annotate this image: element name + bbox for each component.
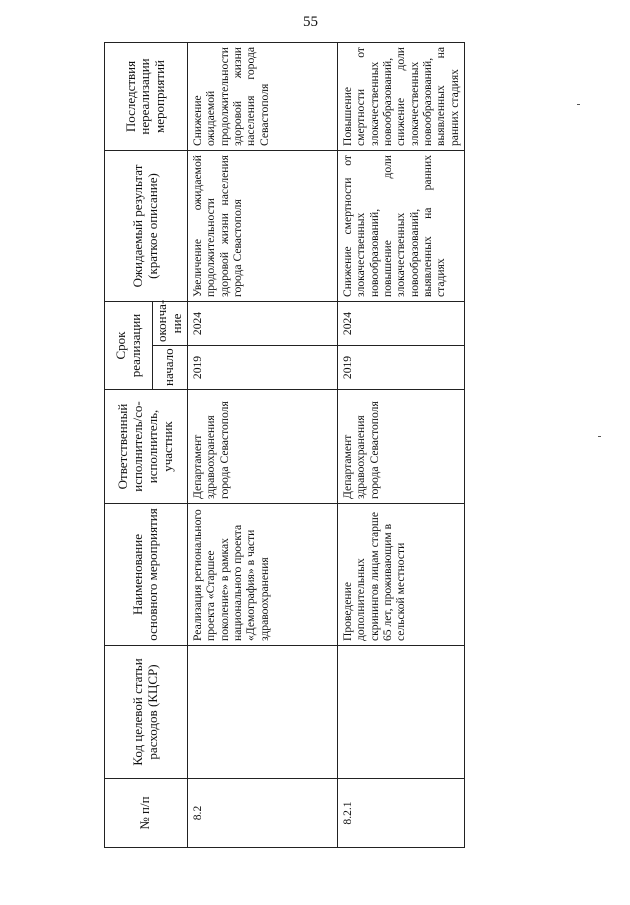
scan-mark <box>577 104 580 105</box>
activities-table <box>104 42 465 848</box>
cell-start: 2019 <box>187 346 337 390</box>
cell-name: Проведение дополнительных скринингов лицам старше 65 лет, проживающим в сельской местности <box>337 504 464 646</box>
cell-start: 2019 <box>337 346 464 390</box>
cell-code <box>337 646 464 779</box>
cell-responsible: Департамент здравоохранения города Севастополя <box>187 390 337 504</box>
cell-consequences: Повышение смертности от злокачественных новообразований, снижение доли злокачественных новообразований, выявленных на ранних стадиях <box>337 43 464 151</box>
header-responsible: Ответственный исполнитель/со-исполнитель, участник <box>105 390 188 504</box>
cell-result: Снижение смертности от злокачественных новообразований, повышение доли злокачественных новообразований, выявленных на ранних стадиях <box>337 151 464 302</box>
cell-responsible: Департамент здравоохранения города Севастополя <box>337 390 464 504</box>
cell-name: Реализация регионального проекта «Старшее поколение» в рамках национального проекта «Демография» в части здравоохранения <box>187 504 337 646</box>
scan-mark <box>598 436 601 437</box>
cell-result: Увеличение ожидаемой продолжительности здоровой жизни населения города Севастополя <box>187 151 337 302</box>
header-start: начало <box>153 346 188 390</box>
header-num: № п/п <box>105 779 188 848</box>
header-row <box>105 43 153 848</box>
cell-end: 2024 <box>187 302 337 346</box>
table-row <box>337 43 464 848</box>
header-period: Срок реализации <box>105 302 153 390</box>
header-result: Ожидаемый результат (краткое описание) <box>105 151 188 302</box>
cell-num: 8.2 <box>187 779 337 848</box>
header-consequences: Последствия нереализации мероприятий <box>105 43 188 151</box>
cell-consequences: Снижение ожидаемой продолжительности здоровой жизни населения города Севастополя <box>187 43 337 151</box>
header-end: оконча-ние <box>153 302 188 346</box>
cell-end: 2024 <box>337 302 464 346</box>
cell-num: 8.2.1 <box>337 779 464 848</box>
page-number: 55 <box>303 14 318 30</box>
header-code: Код целевой статьи расходов (КЦСР) <box>105 646 188 779</box>
cell-code <box>187 646 337 779</box>
header-name: Наименование основного мероприятия <box>105 504 188 646</box>
table-row <box>187 43 337 848</box>
rotated-table-wrapper <box>104 43 461 848</box>
